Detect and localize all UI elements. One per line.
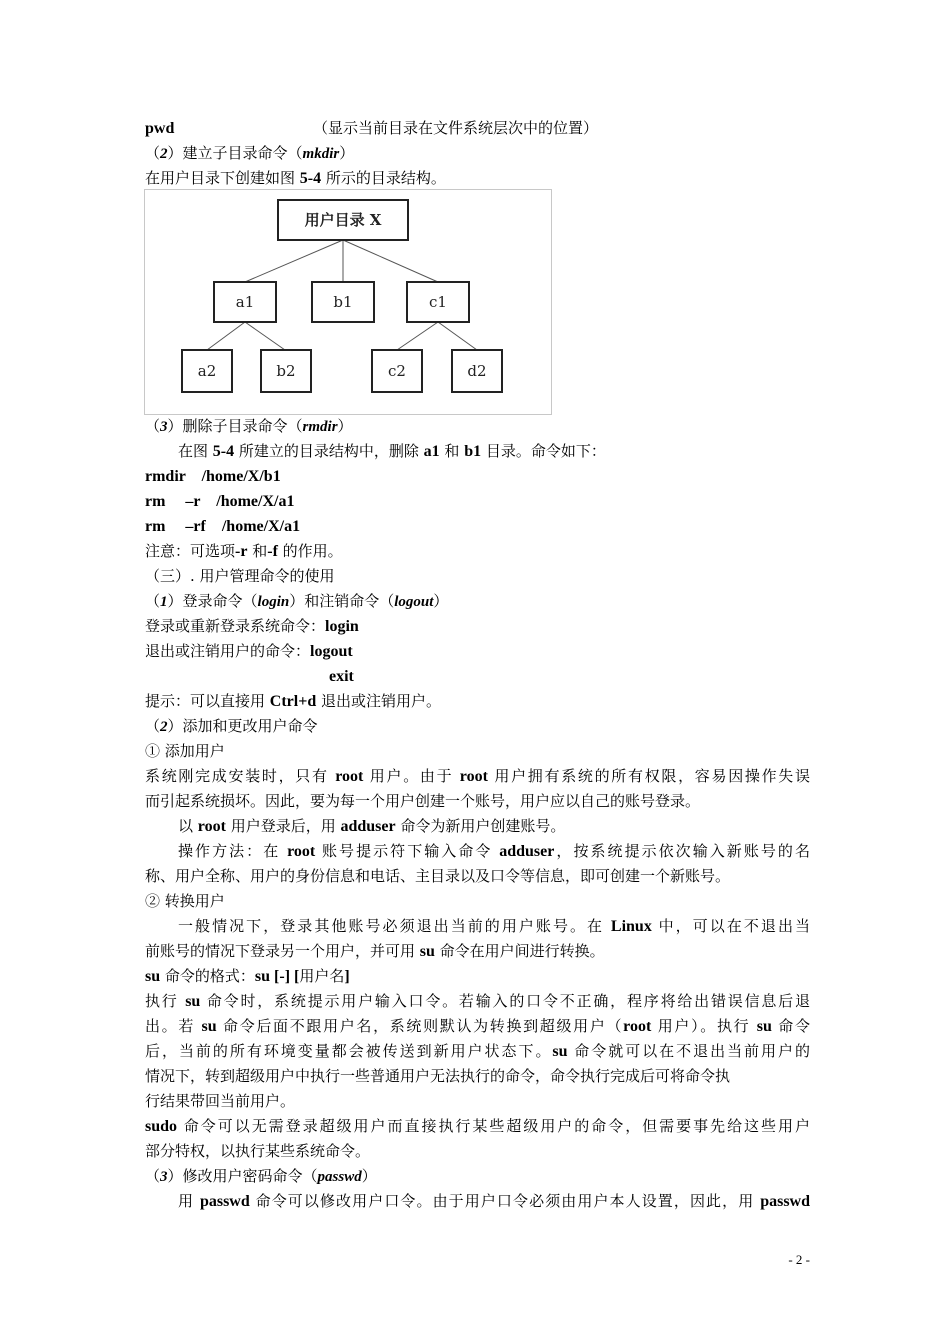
pwd-description: （显示当前目录在文件系统层次中的位置） [313, 119, 599, 137]
text-span: 命令就可以在不退出当前用户的 [567, 1042, 810, 1060]
rmdir-command: rmdir [302, 419, 338, 435]
login-title: ）登录命令（ [167, 592, 258, 610]
text-span: 命令可以无需登录超级用户而直接执行某些超级用户的命令，但需要事先给这些用户 [177, 1117, 810, 1135]
shortcut-key: Ctrl+d [269, 693, 317, 710]
paragraph-4-line-2 [145, 939, 810, 964]
adduser-paren: （ [145, 717, 161, 735]
passwd-paren: （ [145, 1167, 161, 1185]
passwd-command: passwd [317, 1169, 362, 1185]
logout-cmd: logout [310, 643, 353, 660]
connector-a1-a2 [207, 322, 245, 350]
paragraph-1-line-2: 而引起系统损坏。因此，要为每一个用户创建一个账号，用户应以自己的账号登录。 [145, 792, 701, 810]
passwd-close: ） [361, 1167, 377, 1185]
sudo-term: sudo [145, 1118, 178, 1135]
su-term: su [552, 1043, 568, 1060]
paragraph-5-line-2 [145, 1014, 810, 1039]
root-term: root [459, 768, 488, 785]
figure-ref: 5-4 [299, 170, 322, 187]
paragraph-5-line-4: 情况下，转到超级用户中执行一些普通用户无法执行的命令，命令执行完成后可将命令执 [145, 1067, 731, 1085]
login-cmd: login [325, 618, 359, 635]
text-span: 和 [439, 442, 465, 460]
adduser-cmd: adduser [499, 843, 555, 860]
text-span: 命令的格式： [160, 967, 255, 985]
connector-root-a1 [245, 240, 343, 282]
su-term: su [756, 1018, 772, 1035]
mkdir-heading [145, 141, 810, 167]
su-term: su [145, 968, 161, 985]
root-term: root [197, 818, 226, 835]
paragraph-7-line-1 [178, 1189, 810, 1214]
code-line-rmdir: rmdir /home/X/b1 [145, 468, 281, 485]
label-c2: c2 [388, 362, 406, 380]
logout-title: ）和注销命令（ [289, 592, 395, 610]
text-span: 登录或重新登录系统命令： [145, 617, 326, 635]
linux-term: Linux [610, 918, 652, 935]
su-term: su [201, 1018, 217, 1035]
paragraph-5-line-3 [145, 1039, 810, 1064]
logout-description [145, 639, 810, 664]
paragraph-2 [178, 814, 810, 839]
label-b1: b1 [333, 293, 353, 311]
figure-ref: 5-4 [212, 443, 235, 460]
tree-diagram [145, 190, 551, 414]
text-span: 一般情况下，登录其他账号必须退出当前的用户账号。在 [178, 917, 611, 935]
text-span: 执行 [145, 992, 186, 1010]
text-span: 用户登录后，用 [225, 817, 341, 835]
su-syntax-username: 用户名 [299, 967, 345, 985]
su-term: su [185, 993, 201, 1010]
root-term: root [623, 1018, 652, 1035]
code-line-rm-rf: rm –rf /home/X/a1 [145, 518, 301, 535]
login-paren: （ [145, 592, 161, 610]
login-heading [145, 589, 810, 615]
text-span: 所建立的目录结构中，删除 [234, 442, 424, 460]
label-a2: a2 [197, 362, 217, 380]
passwd-title: ）修改用户密码命令（ [167, 1167, 318, 1185]
rmdir-paren: （ [145, 417, 161, 435]
mkdir-title: ）建立子目录命令（ [167, 144, 303, 162]
exit-command: exit [329, 668, 354, 685]
text-span: 所示的目录结构。 [321, 169, 446, 187]
su-format [145, 964, 810, 989]
text-span: 用 [178, 1192, 200, 1210]
label-root: 用户目录 X [304, 211, 382, 229]
mkdir-description [145, 166, 810, 191]
text-span: 命令后面不跟用户名，系统则默认为转换到超级用户（ [216, 1017, 624, 1035]
connector-c1-d2 [438, 322, 477, 350]
section-3-heading: （三）. 用户管理命令的使用 [145, 567, 335, 585]
login-number: 1 [160, 594, 168, 610]
passwd-cmd: passwd [760, 1193, 810, 1210]
mkdir-close: ） [339, 144, 355, 162]
text-span: 后，当前的所有环境变量都会被传送到新用户状态下。 [145, 1042, 553, 1060]
text-span: 用户拥有系统的所有权限，容易因操作失误 [487, 767, 810, 785]
login-close: ） [433, 592, 449, 610]
mkdir-paren: （ [145, 144, 161, 162]
text-span: 命令在用户间进行转换。 [434, 942, 605, 960]
text-span: 前账号的情况下登录另一个用户，并可用 [145, 942, 420, 960]
paragraph-3-line-1 [178, 839, 810, 864]
text-span: 命令可以修改用户口令。由于用户口令必须由用户本人设置，因此，用 [249, 1192, 761, 1210]
text-span: 系统刚完成安装时，只有 [145, 767, 336, 785]
text-span: ，按系统提示依次输入新账号的名 [554, 842, 810, 860]
text-span: 操作方法：在 [178, 842, 288, 860]
option-f: -f [267, 543, 278, 560]
hint-line [145, 689, 810, 714]
text-span: 用户。由于 [363, 767, 460, 785]
text-span: 出。若 [145, 1017, 202, 1035]
label-c1: c1 [429, 293, 447, 311]
su-syntax: su [-] [ [254, 968, 300, 985]
adduser-heading [145, 714, 810, 740]
logout-command: logout [394, 594, 434, 610]
mkdir-command: mkdir [302, 146, 340, 162]
item-switch-user: ② 转换用户 [145, 892, 225, 910]
connector-a1-b2 [245, 322, 285, 350]
text-span: 命令 [771, 1017, 810, 1035]
text-span: 和 [247, 542, 268, 560]
root-term: root [287, 843, 316, 860]
text-span: 目录。命令如下： [481, 442, 606, 460]
code-line-rm-r: rm –r /home/X/a1 [145, 493, 295, 510]
paragraph-3-line-2: 称、用户全称、用户的身份信息和电话、主目录以及口令等信息，即可创建一个新账号。 [145, 867, 731, 885]
connector-c1-c2 [397, 322, 438, 350]
text-span: 在用户目录下创建如图 [145, 169, 300, 187]
text-span: 以 [178, 817, 198, 835]
rmdir-number: 3 [160, 419, 168, 435]
root-term: root [335, 768, 364, 785]
login-description [145, 614, 810, 639]
text-span: 命令为新用户创建账号。 [395, 817, 566, 835]
connector-root-c1 [343, 240, 438, 282]
adduser-title: ）添加和更改用户命令 [167, 717, 318, 735]
text-span: 注意：可选项 [145, 542, 236, 560]
adduser-cmd: adduser [340, 818, 396, 835]
label-a1: a1 [235, 293, 255, 311]
text-span: 在图 [178, 442, 213, 460]
paragraph-4-line-1 [178, 914, 810, 939]
su-term: su [419, 943, 435, 960]
pwd-line [145, 116, 810, 141]
rmdir-description [178, 439, 810, 464]
item-add-user: ① 添加用户 [145, 742, 225, 760]
note-line [145, 539, 810, 564]
text-span: 提示：可以直接用 [145, 692, 270, 710]
dir-name: a1 [423, 443, 440, 460]
text-span: 用户）。执行 [651, 1017, 757, 1035]
paragraph-5-line-1 [145, 989, 810, 1014]
paragraph-1-line-1 [145, 764, 810, 789]
adduser-number: 2 [160, 719, 168, 735]
dir-name: b1 [464, 443, 482, 460]
pwd-command: pwd [145, 120, 175, 137]
text-span: 中，可以在不退出当 [651, 917, 810, 935]
mkdir-number: 2 [160, 146, 168, 162]
option-r: -r [235, 543, 248, 560]
label-b2: b2 [276, 362, 296, 380]
text-span: 退出或注销用户的命令： [145, 642, 311, 660]
login-command: login [257, 594, 290, 610]
paragraph-5-line-5: 行结果带回当前用户。 [145, 1092, 296, 1110]
text-span: 命令时，系统提示用户输入口令。若输入的口令不正确，程序将给出错误信息后退 [200, 992, 810, 1010]
rmdir-heading [145, 414, 810, 440]
text-span: 账号提示符下输入命令 [315, 842, 500, 860]
directory-tree-figure [144, 189, 552, 415]
rmdir-close: ） [337, 417, 353, 435]
passwd-number: 3 [160, 1169, 168, 1185]
page-number: - 2 - [788, 1252, 810, 1267]
paragraph-6-line-2: 部分特权，以执行某些系统命令。 [145, 1142, 371, 1160]
text-span: 退出或注销用户。 [316, 692, 442, 710]
rmdir-title: ）删除子目录命令（ [167, 417, 303, 435]
label-d2: d2 [467, 362, 487, 380]
passwd-cmd: passwd [199, 1193, 250, 1210]
paragraph-6-line-1 [145, 1114, 810, 1139]
text-span: 的作用。 [277, 542, 343, 560]
passwd-heading [145, 1164, 810, 1190]
su-syntax-close: ] [344, 968, 350, 985]
